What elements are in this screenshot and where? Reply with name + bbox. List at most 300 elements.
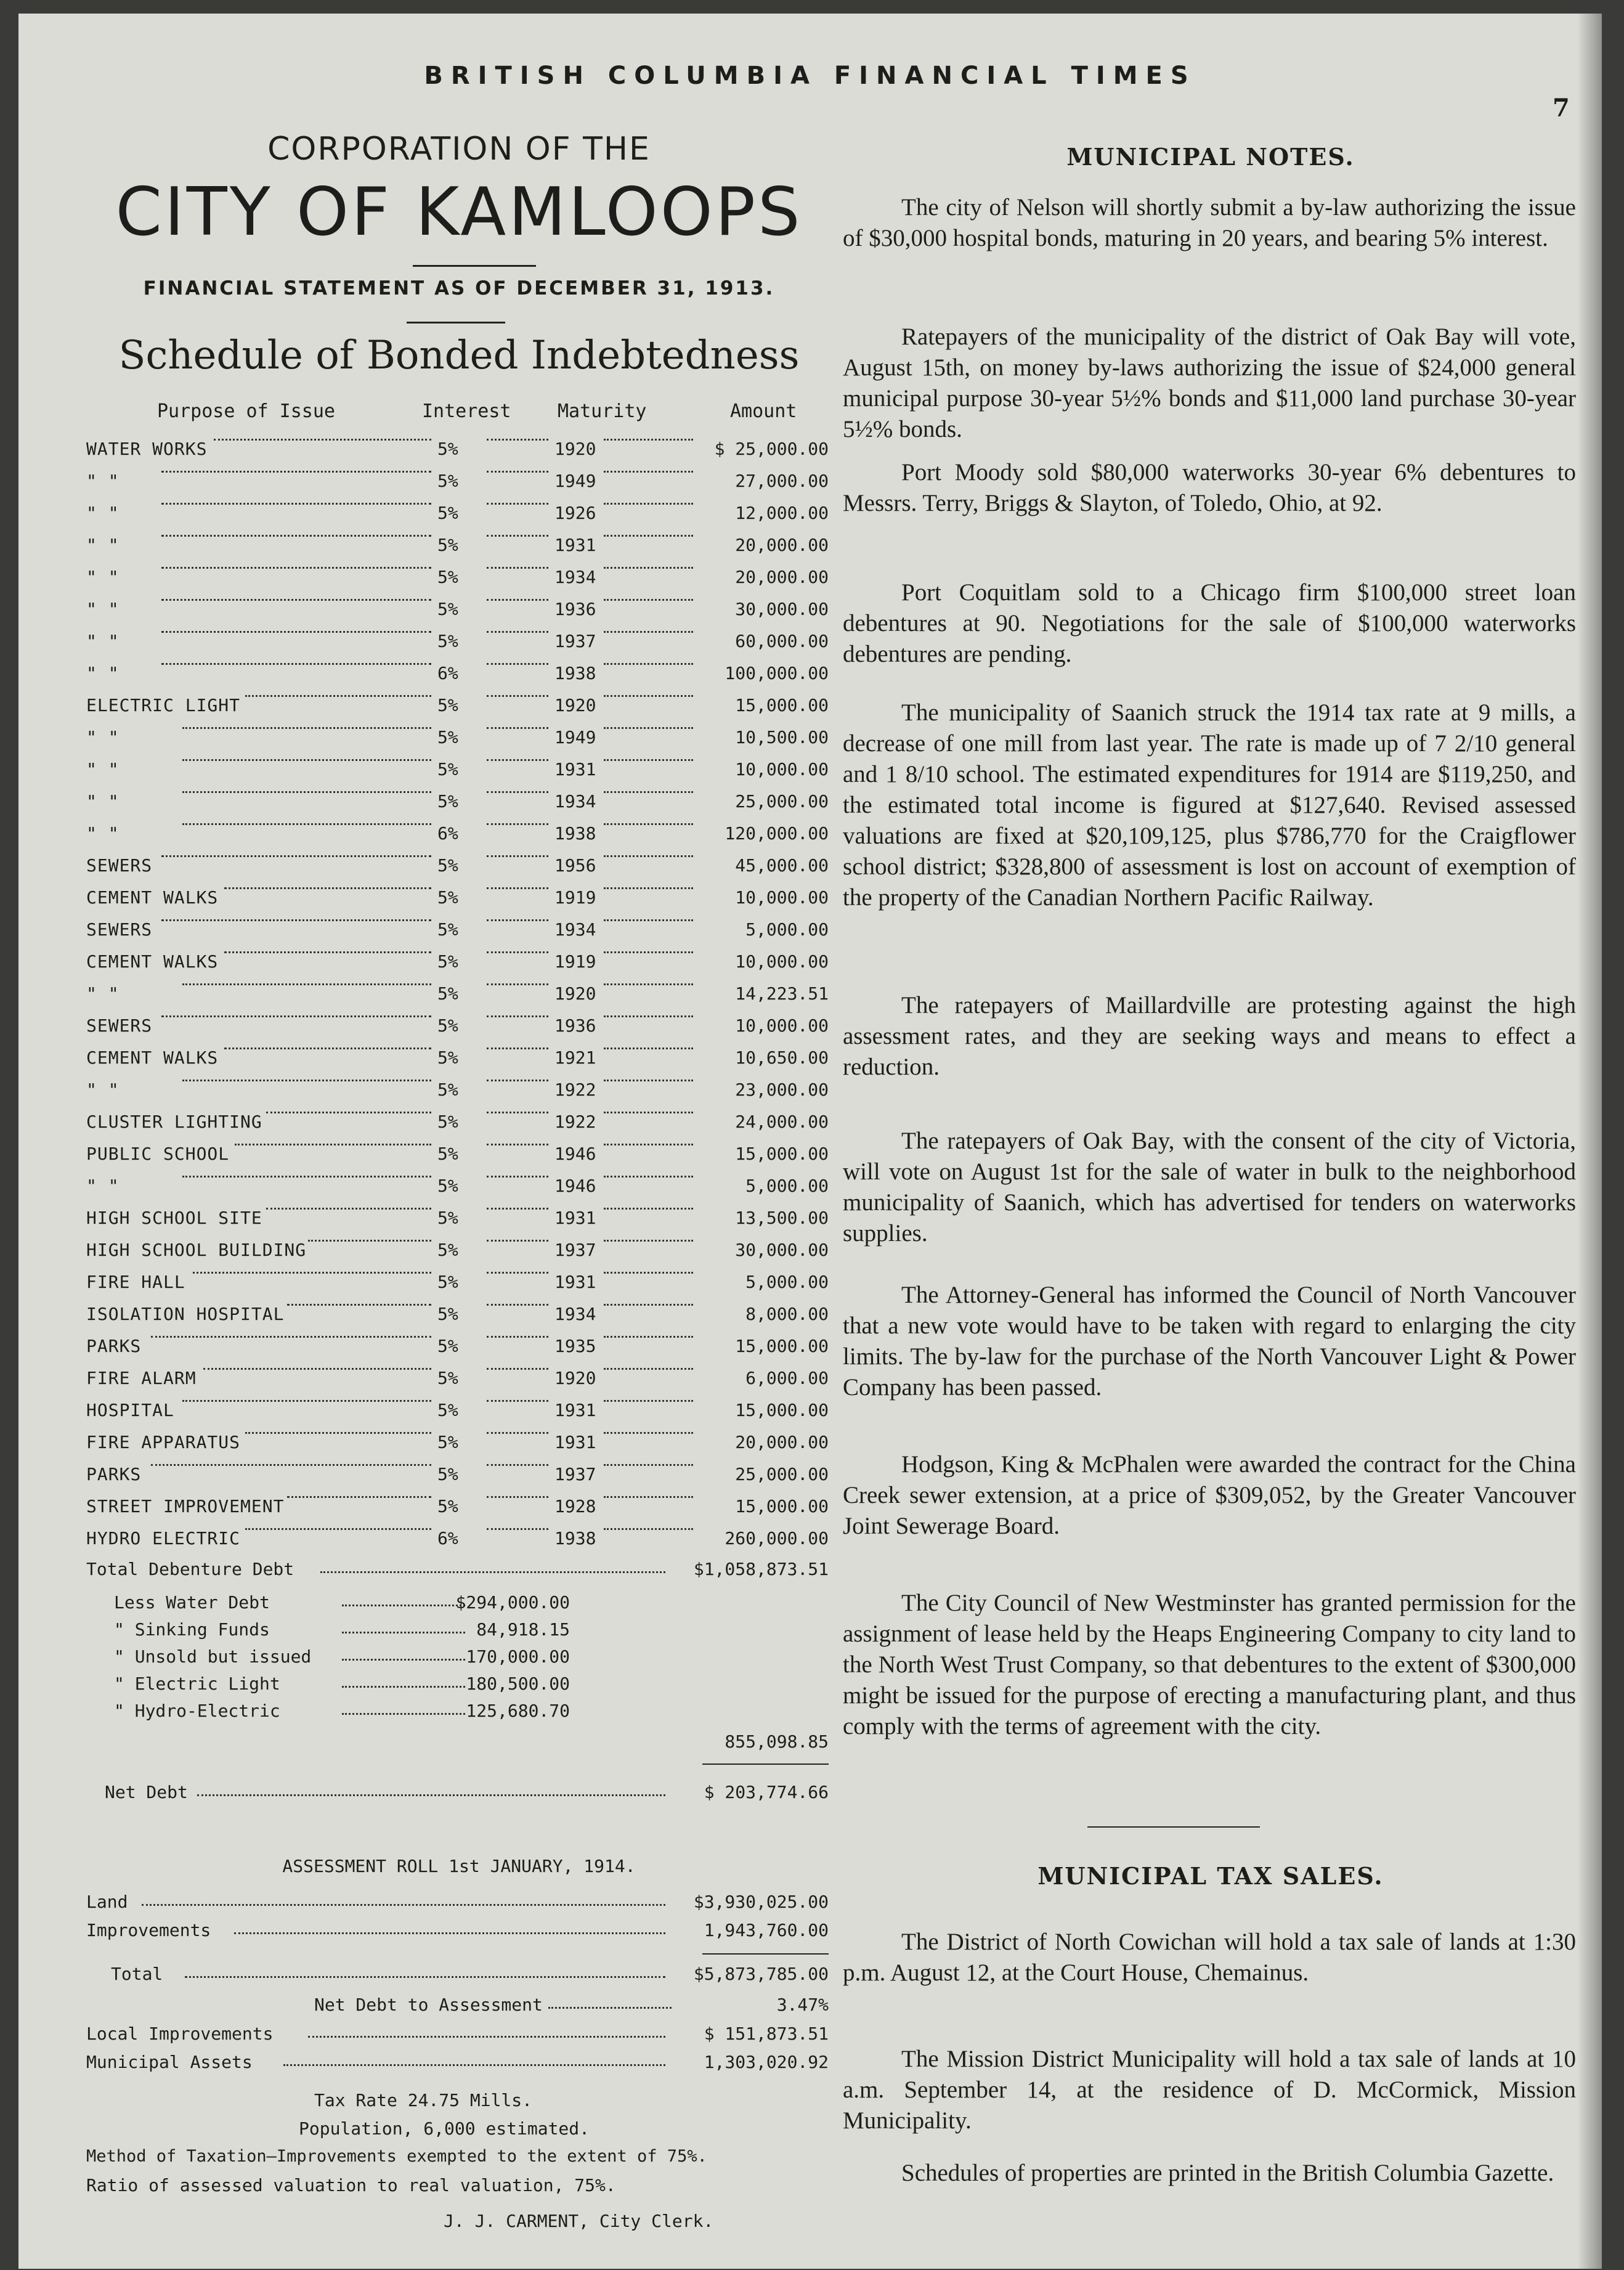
debt-purpose: " " [86,663,120,683]
debt-amount: 14,223.51 [735,983,829,1004]
debt-row [86,951,832,983]
tax-sale-paragraph: Schedules of properties are printed in the British Columbia Gazette. [901,2160,1554,2186]
debt-purpose: SEWERS [86,919,153,940]
debt-amount: 15,000.00 [735,1496,829,1516]
debt-purpose: " " [86,503,120,523]
leader-dots [245,695,431,697]
debt-interest: 5% [437,1015,458,1036]
debt-maturity: 1919 [554,887,596,908]
leader-dots [193,1272,431,1274]
debt-purpose: FIRE ALARM [86,1368,197,1388]
net-to-assessment-value: 3.47% [776,1995,829,2015]
land-value: $3,930,025.00 [693,1892,829,1912]
debt-interest: 5% [437,631,458,651]
debt-row [86,1112,832,1144]
municipal-notes-title: MUNICIPAL NOTES. [1066,143,1355,171]
debt-maturity: 1937 [554,631,596,651]
col-header-amount: Amount [730,401,797,422]
debt-row [86,1400,832,1432]
leader-dots [287,1304,431,1306]
leader-dots [161,855,431,857]
leader-dots [604,1208,693,1210]
tax-sale-paragraph: The Mission District Municipality will hold a tax sale of lands at 10 a.m. September 14, at the residence of D. McCormick, Mission Municipality. [843,2046,1576,2134]
leader-dots [161,567,431,569]
leader-dots [182,983,431,985]
leader-dots [604,855,693,857]
debt-interest: 5% [437,1048,458,1068]
net-debt-value: $ 203,774.66 [704,1782,829,1802]
debt-row [86,823,832,855]
debt-interest: 5% [437,599,458,619]
debt-row [86,1176,832,1208]
debt-row [86,1272,832,1304]
divider [702,1764,829,1765]
city-heading: CITY OF KAMLOOPS [115,174,803,251]
less-label: Less Water Debt [114,1592,270,1613]
debt-purpose: " " [86,823,120,844]
leader-dots [604,1528,693,1530]
debt-interest: 5% [437,1272,458,1292]
debt-interest: 5% [437,1464,458,1484]
municipal-assets-value: 1,303,020.92 [704,2052,829,2072]
debt-interest: 5% [437,1304,458,1324]
leader-dots [487,1528,548,1530]
leader-dots [487,1336,548,1338]
debt-amount: 20,000.00 [735,535,829,555]
leader-dots [604,471,693,473]
debt-maturity: 1934 [554,791,596,812]
leader-dots [214,439,431,441]
debt-row [86,1240,832,1272]
leader-dots [487,1080,548,1081]
leader-dots [604,599,693,601]
leader-dots [142,1904,665,1906]
debt-purpose: CEMENT WALKS [86,951,219,972]
leader-dots [161,631,431,633]
debt-purpose: " " [86,631,120,651]
col-header-purpose: Purpose of Issue [157,401,335,422]
leader-dots [161,919,431,921]
debt-row [86,1368,832,1400]
leader-dots [161,471,431,473]
debt-maturity: 1936 [554,599,596,619]
debt-purpose: PARKS [86,1464,142,1484]
debt-row [86,1048,832,1080]
debt-interest: 5% [437,1400,458,1420]
leader-dots [487,535,548,537]
debt-maturity: 1949 [554,727,596,747]
net-debt-label: Net Debt [105,1782,188,1802]
debt-interest: 5% [437,695,458,715]
note-paragraph: The ratepayers of Maillardville are protesting against the high assessment rates, and they are seeking ways and means to effect a reduction. [843,992,1576,1080]
debt-row [86,919,832,951]
debt-amount: 15,000.00 [735,1144,829,1164]
corporation-heading: CORPORATION OF THE [267,131,651,168]
note-paragraph: Ratepayers of the municipality of the district of Oak Bay will vote, August 15th, on money by-laws authorizing the issue of $24,000 general municipal purpose 30-year 5½% bonds and $11,000 land purchase 30-year 5½% bonds. [843,323,1576,442]
less-label: " Electric Light [114,1674,280,1694]
leader-dots [224,1048,431,1049]
debt-row [86,791,832,823]
debt-maturity: 1920 [554,1368,596,1388]
leader-dots [308,1240,431,1242]
debt-purpose: " " [86,727,120,747]
debt-purpose: " " [86,1176,120,1196]
leader-dots [548,2007,672,2009]
leader-dots [604,1240,693,1242]
debt-amount: 10,000.00 [735,887,829,908]
debt-interest: 5% [437,503,458,523]
leader-dots [487,567,548,569]
debt-interest: 5% [437,1240,458,1260]
debt-maturity: 1920 [554,695,596,715]
valuation-ratio: Ratio of assessed valuation to real valuation, 75%. [86,2175,616,2195]
tax-sale-paragraph: The District of North Cowichan will hold a tax sale of lands at 1:30 p.m. August 12, at the Court House, Chemainus. [843,1929,1576,1986]
leader-dots [604,503,693,505]
debt-maturity: 1949 [554,471,596,491]
debt-amount: 27,000.00 [735,471,829,491]
divider [702,1953,829,1955]
leader-dots [604,1464,693,1466]
leader-dots [283,2064,665,2066]
statement-date: FINANCIAL STATEMENT AS OF DECEMBER 31, 1913. [143,277,775,299]
debt-maturity: 1920 [554,983,596,1004]
debt-maturity: 1931 [554,1432,596,1452]
debt-row [86,1144,832,1176]
debt-purpose: " " [86,599,120,619]
leader-dots [235,1144,431,1145]
less-value: 125,680.70 [466,1701,570,1721]
debt-purpose: ELECTRIC LIGHT [86,695,241,715]
leader-dots [197,1794,665,1796]
leader-dots [487,503,548,505]
debt-maturity: 1938 [554,663,596,683]
leader-dots [287,1496,431,1498]
debt-row [86,1080,832,1112]
debt-row [86,727,832,759]
leader-dots [487,1048,548,1049]
leader-dots [182,1400,431,1402]
debt-interest: 5% [437,471,458,491]
total-debenture-value: $1,058,873.51 [693,1559,829,1579]
debt-maturity: 1936 [554,1015,596,1036]
leader-dots [604,1015,693,1017]
debt-amount: 24,000.00 [735,1112,829,1132]
debt-purpose: CEMENT WALKS [86,1048,219,1068]
debt-row [86,695,832,727]
debt-row [86,503,832,535]
debt-row [86,1528,832,1560]
debt-row [86,471,832,503]
debt-maturity: 1920 [554,439,596,459]
leader-dots [487,439,548,441]
leader-dots [266,1208,431,1210]
leader-dots [487,1208,548,1210]
less-total-value: 855,098.85 [725,1731,829,1752]
debt-maturity: 1946 [554,1176,596,1196]
debt-row [86,855,832,887]
debt-purpose: CEMENT WALKS [86,887,219,908]
leader-dots [203,1368,431,1370]
leader-dots [224,951,431,953]
debt-maturity: 1931 [554,1400,596,1420]
debt-purpose: STREET IMPROVEMENT [86,1496,285,1516]
leader-dots [604,1112,693,1113]
debt-maturity: 1931 [554,759,596,779]
schedule-title: Schedule of Bonded Indebtedness [118,333,800,378]
leader-dots [604,1048,693,1049]
leader-dots [161,599,431,601]
leader-dots [487,951,548,953]
leader-dots [487,791,548,793]
local-improvements-label: Local Improvements [86,2024,274,2044]
debt-interest: 5% [437,1336,458,1356]
debt-purpose: HYDRO ELECTRIC [86,1528,241,1548]
debt-purpose: WATER WORKS [86,439,208,459]
notes-column [832,131,1589,2263]
leader-dots [161,535,431,537]
leader-dots [604,535,693,537]
leader-dots [487,1432,548,1434]
leader-dots [487,631,548,633]
leader-dots [487,1240,548,1242]
leader-dots [604,1496,693,1498]
leader-dots [604,1368,693,1370]
leader-dots [487,663,548,665]
leader-dots [487,1272,548,1274]
leader-dots [182,823,431,825]
debt-interest: 5% [437,1368,458,1388]
debt-interest: 5% [437,439,458,459]
debt-interest: 5% [437,535,458,555]
debt-amount: 23,000.00 [735,1080,829,1100]
debt-maturity: 1931 [554,1208,596,1228]
leader-dots [604,759,693,761]
method-of-taxation: Method of Taxation—Improvements exempted to the extent of 75%. [86,2147,707,2166]
note-paragraph: The municipality of Saanich struck the 1914 tax rate at 9 mills, a decrease of one mill from last year. The rate is made up of 7 2/10 general and 1 8/10 school. The estimated expenditures for 1914 are $119,250, and the estimated total income is figured at $127,640. Revised assessed valuations are fixed at $20,109,125, plus $786,770 for the Craigflower school district; $328,800 of assessment is lost on account of exemption of the property of the Canadian Northern Pacific Railway. [843,699,1576,911]
less-label: " Hydro-Electric [114,1701,280,1721]
debt-purpose: " " [86,759,120,779]
page-number: 7 [1553,94,1570,123]
municipal-assets-label: Municipal Assets [86,2052,253,2072]
leader-dots [604,727,693,729]
debt-maturity: 1922 [554,1112,596,1132]
leader-dots [487,823,548,825]
debt-amount: 13,500.00 [735,1208,829,1228]
local-improvements-value: $ 151,873.51 [704,2024,829,2044]
less-value: 180,500.00 [466,1674,570,1694]
city-clerk: J. J. CARMENT, City Clerk. [444,2211,714,2231]
less-value: 84,918.15 [476,1619,570,1640]
debt-amount: 5,000.00 [745,1272,829,1292]
leader-dots [487,759,548,761]
tax-rate: Tax Rate 24.75 Mills. [314,2090,533,2110]
leader-dots [604,951,693,953]
debt-interest: 5% [437,951,458,972]
leader-dots [320,1571,665,1573]
debt-row [86,1432,832,1464]
debt-interest: 5% [437,1208,458,1228]
debt-purpose: FIRE APPARATUS [86,1432,241,1452]
debt-row [86,599,832,631]
leader-dots [604,823,693,825]
debt-maturity: 1937 [554,1464,596,1484]
leader-dots [487,1144,548,1145]
debt-amount: $ 25,000.00 [714,439,829,459]
debt-maturity: 1919 [554,951,596,972]
debt-row [86,759,832,791]
debt-purpose: " " [86,1080,120,1100]
debt-purpose: SEWERS [86,855,153,876]
leader-dots [487,1400,548,1402]
debt-amount: 10,500.00 [735,727,829,747]
debt-purpose: HOSPITAL [86,1400,174,1420]
leader-dots [182,759,431,761]
leader-dots [604,439,693,441]
leader-dots [487,1304,548,1306]
leader-dots [604,695,693,697]
debt-interest: 5% [437,567,458,587]
debt-row [86,631,832,663]
debt-interest: 5% [437,983,458,1004]
debt-purpose: CLUSTER LIGHTING [86,1112,262,1132]
debt-maturity: 1926 [554,503,596,523]
leader-dots [161,503,431,505]
leader-dots [182,791,431,793]
debt-amount: 15,000.00 [735,1336,829,1356]
debt-amount: 12,000.00 [735,503,829,523]
leader-dots [604,1400,693,1402]
debt-maturity: 1931 [554,535,596,555]
tax-sales-title: MUNICIPAL TAX SALES. [1037,1862,1384,1890]
debt-maturity: 1928 [554,1496,596,1516]
debt-purpose: " " [86,535,120,555]
leader-dots [604,887,693,889]
leader-dots [487,887,548,889]
debt-interest: 5% [437,1144,458,1164]
less-label: " Sinking Funds [114,1619,270,1640]
leader-dots [604,567,693,569]
debt-interest: 5% [437,919,458,940]
leader-dots [604,631,693,633]
note-paragraph: Hodgson, King & McPhalen were awarded the contract for the China Creek sewer extension, at a price of $309,052, by the Greater Vancouver Joint Sewerage Board. [843,1451,1576,1539]
debt-amount: 100,000.00 [725,663,829,683]
leader-dots [182,727,431,729]
note-paragraph: The Attorney-General has informed the Council of North Vancouver that a new vote would have to be taken with regard to enlarging the city limits. The by-law for the purchase of the North Vancouver Light & Power Company has been passed. [843,1282,1576,1401]
leader-dots [151,1336,431,1338]
debt-amount: 10,650.00 [735,1048,829,1068]
leader-dots [224,887,431,889]
debt-row [86,1336,832,1368]
debt-amount: 15,000.00 [735,1400,829,1420]
debt-interest: 6% [437,823,458,844]
debt-interest: 5% [437,1080,458,1100]
debt-interest: 5% [437,759,458,779]
leader-dots [487,1112,548,1113]
leader-dots [182,1080,431,1081]
kamloops-statement [86,131,832,2263]
leader-dots [151,1464,431,1466]
debt-amount: 20,000.00 [735,1432,829,1452]
debt-maturity: 1938 [554,1528,596,1548]
debt-amount: 6,000.00 [745,1368,829,1388]
debt-interest: 5% [437,1176,458,1196]
debt-maturity: 1946 [554,1144,596,1164]
col-header-maturity: Maturity [558,401,647,422]
leader-dots [234,1932,665,1934]
population: Population, 6,000 estimated. [299,2118,590,2139]
debt-maturity: 1934 [554,567,596,587]
leader-dots [161,1015,431,1017]
debt-purpose: ISOLATION HOSPITAL [86,1304,285,1324]
debt-row [86,983,832,1015]
leader-dots [487,983,548,985]
debt-amount: 25,000.00 [735,1464,829,1484]
leader-dots [182,1176,431,1178]
debt-amount: 30,000.00 [735,1240,829,1260]
debt-row [86,1015,832,1048]
total-debenture-label: Total Debenture Debt [86,1559,294,1579]
leader-dots [487,1496,548,1498]
col-header-interest: Interest [422,401,511,422]
leader-dots [604,1432,693,1434]
debt-row [86,535,832,567]
debt-maturity: 1956 [554,855,596,876]
magazine-page [18,14,1602,2269]
debt-amount: 5,000.00 [745,919,829,940]
leader-dots [604,1304,693,1306]
debt-row [86,1304,832,1336]
debt-maturity: 1935 [554,1336,596,1356]
debt-amount: 45,000.00 [735,855,829,876]
debt-amount: 25,000.00 [735,791,829,812]
debt-amount: 60,000.00 [735,631,829,651]
debt-amount: 30,000.00 [735,599,829,619]
leader-dots [487,1464,548,1466]
debt-maturity: 1922 [554,1080,596,1100]
debt-amount: 120,000.00 [725,823,829,844]
debt-interest: 5% [437,887,458,908]
debt-row [86,439,832,471]
leader-dots [266,1112,431,1113]
note-paragraph: Port Coquitlam sold to a Chicago firm $100,000 street loan debentures at 90. Negotiations for the sale of $100,000 waterworks debentures are pending. [843,579,1576,667]
total-label: Total [111,1964,163,1984]
debt-interest: 5% [437,791,458,812]
debt-maturity: 1938 [554,823,596,844]
leader-dots [308,2036,665,2038]
debt-purpose: PUBLIC SCHOOL [86,1144,230,1164]
debt-purpose: " " [86,791,120,812]
note-paragraph: The city of Nelson will shortly submit a by-law authorizing the issue of $30,000 hospital bonds, maturing in 20 years, and bearing 5% interest. [843,194,1576,251]
divider [413,265,536,267]
debt-purpose: SEWERS [86,1015,153,1036]
divider [407,322,505,323]
debt-purpose: FIRE HALL [86,1272,185,1292]
assessment-title: ASSESSMENT ROLL 1st JANUARY, 1914. [282,1856,636,1876]
leader-dots [604,1144,693,1145]
improvements-value: 1,943,760.00 [704,1920,829,1940]
debt-interest: 5% [437,855,458,876]
debt-maturity: 1934 [554,919,596,940]
leader-dots [487,471,548,473]
debt-amount: 5,000.00 [745,1176,829,1196]
leader-dots [604,663,693,665]
debt-purpose: PARKS [86,1336,142,1356]
leader-dots [487,919,548,921]
leader-dots [487,855,548,857]
debt-amount: 15,000.00 [735,695,829,715]
less-value: $294,000.00 [455,1592,570,1613]
debt-maturity: 1934 [554,1304,596,1324]
